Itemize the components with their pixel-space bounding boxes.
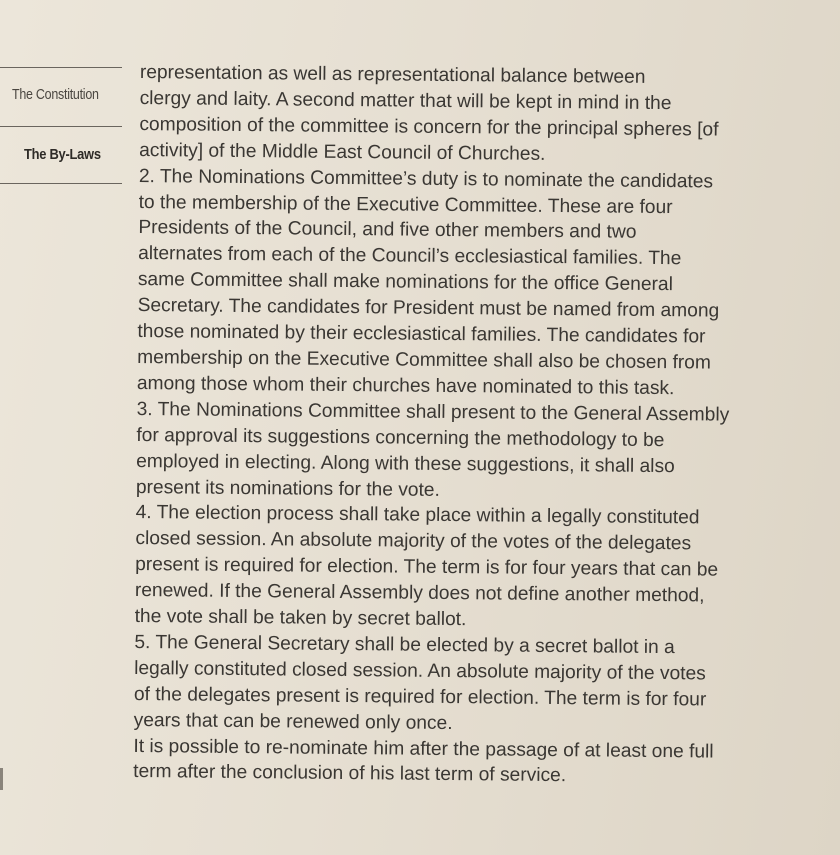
text-line: those nominated by their ecclesiastical families. The candidates for xyxy=(137,321,706,348)
text-line: Presidents of the Council, and five other members and two xyxy=(138,217,637,244)
text-line: clergy and laity. A second matter that will be kept in mind in the xyxy=(139,87,672,115)
text-line: renewed. If the General Assembly does not define another method, xyxy=(134,580,705,607)
text-line: composition of the committee is concern for the principal spheres [of xyxy=(139,113,719,141)
text-line: same Committee shall make nominations for the office General xyxy=(137,269,673,296)
text-line: 2. The Nominations Committee’s duty is to nominate the candidates xyxy=(138,165,714,193)
text-line: activity] of the Middle East Council of Churches. xyxy=(139,139,546,165)
text-line: present is required for election. The term is for four years that can be xyxy=(135,554,719,581)
text-line: for approval its suggestions concerning the methodology to be xyxy=(136,424,665,451)
margin-mark xyxy=(0,768,3,790)
text-line: alternates from each of the Council’s ecclesiastical families. The xyxy=(138,243,682,270)
text-line: among those whom their churches have nominated to this task. xyxy=(136,372,675,400)
text-line: present its nominations for the vote. xyxy=(135,476,440,501)
text-line: 4. The election process shall take place within a legally constituted xyxy=(135,502,700,529)
sidebar-divider xyxy=(0,67,122,68)
text-line: 5. The General Secretary shall be elected by a secret ballot in a xyxy=(134,631,675,659)
text-line: closed session. An absolute majority of the votes of the delegates xyxy=(135,528,692,555)
text-line: legally constituted closed session. An absolute majority of the votes xyxy=(134,657,706,685)
text-line: term after the conclusion of his last term of service. xyxy=(133,761,567,787)
body-text xyxy=(133,60,830,792)
text-line: to the membership of the Executive Committee. These are four xyxy=(138,191,673,218)
text-line: years that can be renewed only once. xyxy=(133,709,453,734)
sidebar-divider xyxy=(0,126,122,127)
sidebar-item-constitution: The Constitution xyxy=(12,87,99,103)
sidebar-item-by-laws: The By-Laws xyxy=(24,146,101,163)
text-line: 3. The Nominations Committee shall present to the General Assembly xyxy=(136,398,730,426)
text-line: employed in electing. Along with these suggestions, it shall also xyxy=(136,450,675,477)
text-line: membership on the Executive Committee shall also be chosen from xyxy=(137,346,711,374)
text-line: the vote shall be taken by secret ballot. xyxy=(134,606,467,631)
text-line: of the delegates present is required for election. The term is for four xyxy=(133,683,707,711)
sidebar-divider xyxy=(0,183,122,184)
text-line: representation as well as representational balance between xyxy=(139,61,646,88)
text-line: Secretary. The candidates for President must be named from among xyxy=(137,295,720,322)
text-line: It is possible to re-nominate him after the passage of at least one full xyxy=(133,735,714,763)
